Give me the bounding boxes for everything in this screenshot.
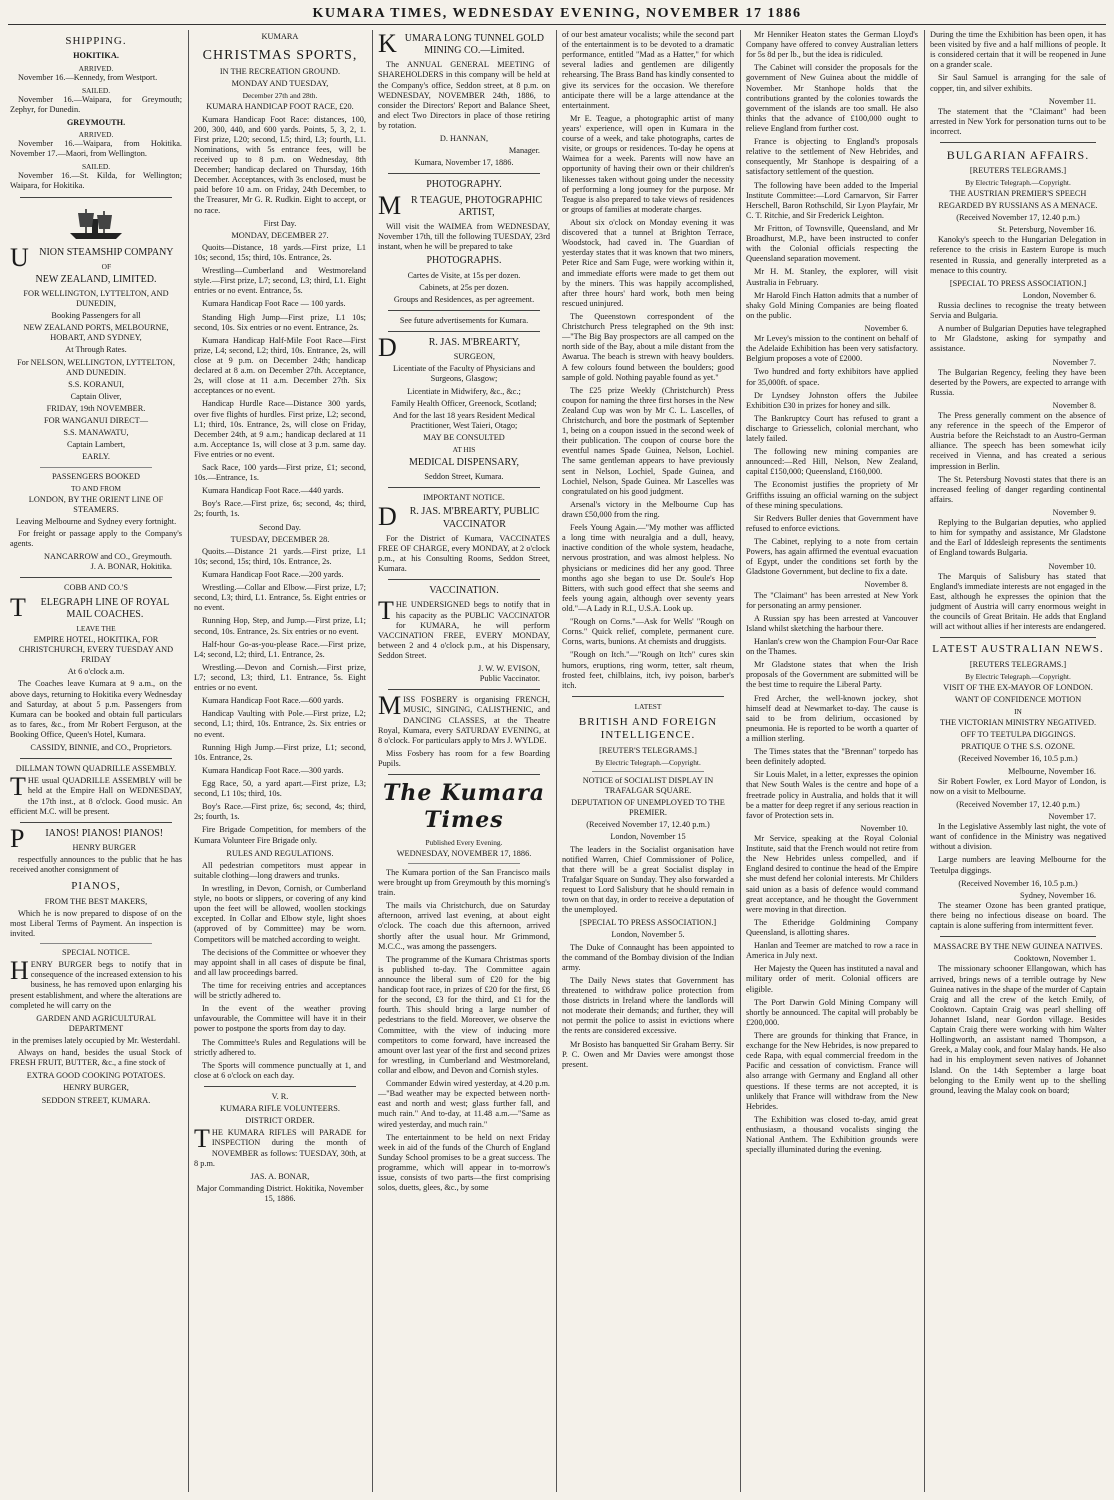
australian-news-heading: LATEST AUSTRALIAN NEWS. xyxy=(932,643,1104,656)
greymouth-sailed: November 16.—St. Kilda, for Wellington; Waipara, for Hokitika. xyxy=(10,171,182,191)
pratique-heading: PRATIQUE O THE S.S. OZONE. xyxy=(961,742,1075,752)
news-paragraph: The Marquis of Salisbury has stated that England's immediate interests are not engaged in the East, although he expresses the opinion that the judgment of Austria will carry enormous weight in the councils of Great Britain. He adds that England will act without allies if her interests are endangered. xyxy=(930,571,1106,632)
news-paragraph: The statement that the "Claimant" had been arrested in New York for personation turns out to be incorrect. xyxy=(930,106,1106,136)
news-paragraph: Dr Lyndsey Johnston offers the Jubilee Exhibition £30 in prizes for honey and silk. xyxy=(746,390,918,410)
dec-text: December 27th and 28th. xyxy=(242,91,318,101)
socialist-heading: NOTICE of SOCIALIST DISPLAY IN TRAFALGAR SQUARE. xyxy=(582,775,714,795)
event-item: Standing High Jump—First prize, L1 10s; second, 10s. Six entries or no event. Entrance, 2s. xyxy=(194,312,366,332)
dateline: Melbourne, November 16. xyxy=(1007,766,1096,776)
garden-text: in the premises lately occupied by Mr. Westerdahl. xyxy=(11,1035,181,1045)
news-paragraph: "Rough on Itch."—"Rough on Itch" cures skin humors, eruptions, ring worm, tetter, salt rheum, frosted feet, chilblains, itch, ivy poison, barber's itch. xyxy=(562,650,734,690)
divider xyxy=(204,1086,356,1087)
news-paragraph: Commander Edwin wired yesterday, at 4.20 p.m.—"Bad weather may be expected between north-east and north and west; glass further fall, and much rain." And to-day, at 11.48 a.m.—"Same as wired yesterday, and much rain." xyxy=(378,1079,550,1129)
seddon-address: Seddon Street, Kumara. xyxy=(424,472,504,482)
hokitika-heading: HOKITIKA. xyxy=(73,51,119,61)
news-paragraph: Mr E. Teague, a photographic artist of many years' experience, will open in Kumara in the course of a week, and take photographs, cartes de visite, or groups or residences. To-day he opens at Waimea for a week. Parents will now have an opportunity of having their own or their children's likenesses taken without going under the necessity of performing a long journey for the purpose. Mr Teague is also prepared to take views of residences or groups of families at moderate charges. xyxy=(562,113,734,214)
divider xyxy=(408,863,520,864)
rule-item: The decisions of the Committee or whoever they may appoint shall in all cases of dispute be final, and all law proceedings barred. xyxy=(194,947,366,977)
news-paragraph: The St. Petersburg Novosti states that there is an increased feeling of danger regarding continental affairs. xyxy=(930,474,1106,504)
dateline: November 11. xyxy=(1048,96,1096,106)
column-3 xyxy=(378,30,550,1492)
special-label: [SPECIAL TO PRESS ASSOCIATION.] xyxy=(579,918,717,928)
hokitika-arrived: November 16.—Kennedy, from Westport. xyxy=(18,72,158,82)
event-item: Handicap Hurdle Race—Distance 300 yards, over five flights of hurdles. First prize, L2; second, L1; third, 10s. Entrance, 2s, will close on Friday, December 24th, at 9 a.m.; handicap declared at 11 a.m. Acceptance 1s, will close at 3 p.m. same day. Five entries or no event. xyxy=(194,399,366,459)
news-paragraph: Hanlan's crew won the Champion Four-Oar Race on the Thames. xyxy=(746,637,918,657)
issue-date: WEDNESDAY, NOVEMBER 17, 1886. xyxy=(396,848,532,858)
divider xyxy=(20,197,172,198)
divider xyxy=(388,487,540,488)
news-paragraph: The leaders in the Socialist organisation have notified Warren, Chief Commissioner of Police, that there will be a great Socialist display in Trafalgar Square on Sunday. They also forwarded a request to Lord Salisbury that he should remain in town on that day, in order to receive a deputation of the unemployed. xyxy=(562,844,734,915)
sailing-date: FRIDAY, 19th NOVEMBER. xyxy=(46,404,146,414)
news-paragraph: There are grounds for thinking that France, in exchange for the New Hebrides, is now prepared to cede Rapa, with equal commercial freedom in the Pacific and cessation of convictism. France will also arrange with Germany and England all other questions. If these terms are not accepted, it is unlikely that France will withdraw from the New Hebrides. xyxy=(746,1030,918,1111)
column-2 xyxy=(194,30,366,1492)
news-paragraph: The Kumara portion of the San Francisco mails were brought up from Greymouth by this morning's train. xyxy=(378,867,550,898)
masthead-rule xyxy=(8,24,1106,25)
divider xyxy=(388,331,540,332)
bonar-signature: JAS. A. BONAR, xyxy=(250,1171,310,1181)
column-divider xyxy=(372,30,373,1492)
greymouth-arrived: November 16.—Waipara, from Hokitika. November 17.—Maori, from Wellington. xyxy=(10,139,182,159)
column-divider xyxy=(188,30,189,1492)
column-6 xyxy=(930,30,1106,1492)
and-for-text: And for the last 18 years Resident Medical Practitioner, West Taieri, Otago; xyxy=(392,410,536,430)
news-paragraph: Mr Bosisto has banquetted Sir Graham Berry. Sir P. C. Owen and Mr Davies were amongst those present. xyxy=(562,1039,734,1069)
coach-text: The Coaches leave Kumara at 9 a.m., on the above days, returning to Hokitika every Wednesday and Saturday, at about 5 p.m. Passengers from Kumara can be booked and obtain full particulars as to fares, &c., from Mr Robert Ferguson, at the Booking Office, Queen's Hotel, Kumara. xyxy=(10,679,182,739)
ports-text: NEW ZEALAND PORTS, MELBOURNE, HOBART, AND SYDNEY, xyxy=(23,323,169,343)
district-order: DISTRICT ORDER. xyxy=(245,1116,315,1126)
divider xyxy=(20,822,172,823)
news-paragraph: The missionary schooner Ellangowan, which has arrived, brings news of a terrible outrage by New Guinea natives in the shape of the murder of Captain Craig and all the crew of the ketch Emily, of Cooktown. Captain Craig was pearl shelling off Johannet Island, near Gordon village. Besides Captain Craig there were working with him Walter Hollingworth, an assistant named Thompson, a Greek, a Malay cook, and four Malay hands. He also had in his employment seven natives of Johannet Island. On the 14th September a large boat belonging to the Emily went up to the shelling ground, leaving the Malay cook on board; xyxy=(930,964,1106,1095)
photographs-label: PHOTOGRAPHS. xyxy=(426,255,502,267)
dillman-text: THE usual QUADRILLE ASSEMBLY will be held at the Empire Hall on WEDNESDAY, the 17th inst., at 8 o'clock. Good music. An efficient M.C. will be present. xyxy=(10,772,182,816)
departure-time: At 6 o'clock a.m. xyxy=(67,667,125,677)
special-notice-heading: SPECIAL NOTICE. xyxy=(62,948,130,958)
captain-oliver: Captain Oliver, xyxy=(70,391,122,401)
to-from-label: TO AND FROM xyxy=(71,483,121,493)
stock-text: Always on hand, besides the usual Stock of FRESH FRUIT, BUTTER, &c., a fine stock of xyxy=(10,1048,182,1068)
dateline: November 10. xyxy=(1048,561,1096,571)
divider xyxy=(20,758,172,759)
handicap-text: Kumara Handicap Foot Race: distances, 100, 200, 300, 440, and 600 yards. Points, 5, 3, 2, 1. First prize, L20; second, L5; third, L3; fourth, L1. Nominations, with 5s entrance fees, will be received up to 8 p.m. on Wednesday, 8th December; handicap declared on Thursday, 16th December. Acceptances, with 3s enclosed, must be paid before 10 a.m. on Friday, 24th December, to the Treasurer, Mr G. R. Rudkin. Eight to accept, or no race. xyxy=(194,114,366,215)
tunnel-text: The ANNUAL GENERAL MEETING of SHAREHOLDERS in this company will be held at the Company's office, Seddon street, at 8 p.m. on WEDNESDAY, NOVEMBER 24th, 1886, to consider the Directors' Report and Balance Sheet, and elect Two Directors in place of those retiring by rotation. xyxy=(378,60,550,131)
news-paragraph: The programme of the Kumara Christmas sports is published to-day. The Committee again announce the liberal sum of £20 for the big handicap foot race, in prizes of £20 for the first, £6 for the second, £3 for the third, and £1 for the fourth. This should bring a large number of pedestrians to the field. Moreover, we observe the Committee, with the view of inducing more competitors to come forward, have increased the amount over last year of the first and second prizes for wrestling, in Cumberland and Westmoreland, collar and elbow, and Devon and Cornish styles. xyxy=(378,954,550,1075)
received-note: (Received November 16, 10.5 p.m.) xyxy=(958,878,1078,888)
dateline: London, November 6. xyxy=(1022,290,1096,300)
vaccination-heading: VACCINATION. xyxy=(429,585,499,597)
event-item: Handicap Vaulting with Pole.—First prize, L2; second, L1; third, 10s. Entrance, 2s. Six entries or no event. xyxy=(194,709,366,739)
news-paragraph: Fred Archer, the well-known jockey, shot himself dead at Newmarket to-day. The cause is said to be from delirium, occasioned by pneumonia. He is reported to be worth a quarter of a million sterling. xyxy=(746,693,918,743)
victorian-heading: THE VICTORIAN MINISTRY NEGATIVED. xyxy=(939,718,1097,728)
event-item: Boy's Race.—First prize, 6s; second, 4s; third, 2s; fourth, 1s. xyxy=(194,802,366,822)
teague-text: Will visit the WAIMEA from WEDNESDAY, November 17th, till the following TUESDAY, 23rd instant, when he will be prepared to take xyxy=(378,222,550,252)
dateline: November 7. xyxy=(1052,357,1096,367)
sailed-label: SAILED. xyxy=(81,85,111,95)
photography-heading: PHOTOGRAPHY. xyxy=(426,179,502,191)
handicap-heading: KUMARA HANDICAP FOOT RACE, £20. xyxy=(206,102,354,112)
orient-line: LONDON, BY THE ORIENT LINE OF STEAMERS. xyxy=(28,494,164,514)
dillman-heading: DILLMAN TOWN QUADRILLE ASSEMBLY. xyxy=(15,764,177,774)
cassidy-signature: CASSIDY, BINNIE, and CO., Proprietors. xyxy=(30,743,172,753)
arrived-label: ARRIVED. xyxy=(78,63,114,73)
licence-2: Licentiate in Midwifery, &c., &c.; xyxy=(407,386,521,396)
doctor-heading: DR. JAS. M'BREARTY, xyxy=(378,332,521,362)
event-item: Kumara Handicap Foot Race.—440 yards. xyxy=(202,486,344,496)
divider xyxy=(572,696,724,697)
events-day-1 xyxy=(194,243,366,520)
teague-heading: MR TEAGUE, PHOTOGRAPHIC ARTIST, xyxy=(378,190,543,220)
news-paragraph: The £25 prize Weekly (Christchurch) Press coupon for naming the three first horses in the New Zealand Cup was won by Mr C. L. Lascelles, of Christchurch, and bore the postmark of September 1, being on a coupon issued in the second week of their publication. The coupon of course bore the eventful names Spade Guinea, Nelson, Lochiel. The same gentleman appears to have previously sent in Nelson, Lochiel, Spade Guinea, and Lochiel, Nelson, Spade Guinea. Mr Lascelles was congratulated on his good judgment. xyxy=(562,385,734,496)
local-news xyxy=(562,30,734,691)
bulgarian-heading: BULGARIAN AFFAIRS. xyxy=(946,148,1090,163)
important-heading: IMPORTANT NOTICE. xyxy=(423,493,505,503)
kumara-label: KUMARA xyxy=(261,32,299,41)
news-paragraph: The Etheridge Goldmining Company Queensland, is allotting shares. xyxy=(746,917,918,937)
news-paragraph: The Press generally comment on the absence of any reference in the speech of the Emperor of Austria before the Reichstadt to an Austro-German alliance. The speech has been somewhat icily received in Vienna, and has created a serious impression in Berlin. xyxy=(930,411,1106,471)
leaving-text: Leaving Melbourne and Sydney every fortnight. xyxy=(15,516,177,526)
news-paragraph: "Rough on Corns."—Ask for Wells' "Rough on Corns." Quick relief, complete, permanent cure. Corns, warts, bunions. At chemists and druggists. xyxy=(562,617,734,647)
passengers-heading: PASSENGERS BOOKED xyxy=(52,471,140,481)
published-label: Published Every Evening. xyxy=(425,837,503,847)
captain-lambert: Captain Lambert, xyxy=(66,440,126,450)
early-text: EARLY. xyxy=(82,452,110,462)
news-paragraph: Mr Harold Finch Hatton admits that a number of shaky Gold Mining Companies are being floated on the public. xyxy=(746,290,918,320)
column-5 xyxy=(746,30,918,1492)
hannan-signature: D. HANNAN, xyxy=(439,134,489,144)
kumara-date: Kumara, November 17, 1886. xyxy=(414,158,514,168)
rule-item: In the event of the weather proving unfavourable, the Committee will have it in their power to postpone the sports from day to day. xyxy=(194,1004,366,1034)
reuters-label: [REUTERS TELEGRAMS.] xyxy=(969,165,1067,175)
news-paragraph: The entertainment to be held on next Friday week in aid of the funds of the Church of England Sunday School promises to be a great success. The programme, which will appear in to-morrow's issue, consists of two parts—the first comprising solos, duetts, glees, &c., by some xyxy=(378,1132,550,1193)
news-paragraph: Large numbers are leaving Melbourne for the Teetulpa diggings. xyxy=(930,855,1106,875)
route-2: For NELSON, WELLINGTON, LYTTELTON, AND DUNEDIN. xyxy=(17,357,175,377)
event-item: Sack Race, 100 yards—First prize, £1; second, 10s.—Entrance, 1s. xyxy=(194,463,366,483)
burger-heading: HENRY BURGER xyxy=(72,842,136,852)
news-paragraph: Kanoky's speech to the Hungarian Delegation in reference to the crisis in Eastern Europe is much resented in Russia, and generally interpreted as a menace to this country. xyxy=(930,235,1106,275)
divider xyxy=(940,142,1096,143)
best-makers: FROM THE BEST MAKERS, xyxy=(44,896,148,906)
dateline: November 8. xyxy=(864,580,908,590)
copyright-label: By Electric Telegraph.—Copyright. xyxy=(965,671,1071,681)
news-paragraph: Her Majesty the Queen has instituted a naval and military order of merit. Colonial officers are eligible. xyxy=(746,964,918,994)
dispensary-heading: MEDICAL DISPENSARY, xyxy=(408,457,520,469)
event-item: Quoits—Distance, 18 yards.—First prize, L1 10s; second, 15s; third, 10s. Entrance, 2s. xyxy=(194,242,366,262)
dateline: November 17. xyxy=(1048,812,1096,822)
telegraph-line-heading: TELEGRAPH LINE OF ROYAL MAIL COACHES. xyxy=(10,592,170,622)
see-future: See future advertisements for Kumara. xyxy=(399,315,529,325)
event-item: Kumara Handicap Foot Race.—200 yards. xyxy=(202,570,344,580)
cobb-heading: COBB AND CO.'S xyxy=(64,583,128,593)
first-day-label: First Day. xyxy=(263,218,297,228)
event-item: Kumara Handicap Foot Race.—600 yards. xyxy=(202,696,344,706)
route-1: FOR WELLINGTON, LYTTELTON, AND DUNEDIN, xyxy=(23,288,169,309)
evison-text: THE UNDERSIGNED begs to notify that in his capacity as the PUBLIC VACCINATOR for KUMARA, he will perform VACCINATION FREE, EVERY MONDAY, between 2 and 4 o'clock p.m., at his Dispensary, Seddon Street. xyxy=(378,596,550,661)
burger-text: respectfully announces to the public that he has received another consignment of xyxy=(10,855,182,875)
news-paragraph: of our best amateur vocalists; while the second part of the entertainment is to be devoted to a dramatic performance, entitled "Mad as a Hatter," for which several ladies and gentlemen are diligently rehearsing. The Brass Band has kindly consented to give its services for the occasion. We therefore anticipate there will be a large attendance at the entertainment. xyxy=(562,30,734,110)
cabinets-price: Cabinets, at 25s per dozen. xyxy=(419,282,509,292)
special-label: [SPECIAL TO PRESS ASSOCIATION.] xyxy=(949,278,1087,288)
event-item: Half-hour Go-as-you-please Race.—First prize, L4; second, L2; third, L1. Entrance, 2s. xyxy=(194,639,366,659)
event-item: Egg Race, 50, a yard apart.—First prize, L3; second, L1 10s; third, 10s. xyxy=(194,779,366,799)
news-paragraph: France is objecting to England's proposals relative to the settlement of New Hebrides, and consequently, Mr Stanhope is despairing of a satisfactory settlement of the question. xyxy=(746,137,918,177)
greymouth-heading: GREYMOUTH. xyxy=(66,117,126,127)
second-day-label: Second Day. xyxy=(259,522,301,532)
special-notice-text: HENRY BURGER begs to notify that in consequence of the increased extension to his business, he has removed upon enlarging his present establishment, and where the alterations are completed he will carry on the xyxy=(10,956,182,1010)
freight-text: For freight or passage apply to the Company's agents. xyxy=(10,529,182,549)
news-paragraph: Arsenal's victory in the Melbourne Cup has drawn £50,000 from the ring. xyxy=(562,499,734,520)
dateline: St. Petersburg, November 16. xyxy=(997,225,1096,235)
event-item: Kumara Handicap Foot Race.—300 yards. xyxy=(202,765,344,775)
divider xyxy=(388,310,540,311)
news-paragraph: Mr Service, speaking at the Royal Colonial Institute, said that the French would not retire from the New Hebrides unless compelled, and if England desired to continue the head of the Empire she must defend her colonial interests. Mr Childers said union as a basis of defence would command great acceptance, and he thought the Government were moving in that direction. xyxy=(746,833,918,914)
event-item: Kumara Handicap Foot Race — 100 yards. xyxy=(202,299,346,309)
hokitika-sailed: November 16.—Waipara, for Greymouth; Zephyr, for Dunedin. xyxy=(10,94,182,114)
received-note: (Received November 17, 12.40 p.m.) xyxy=(956,213,1080,223)
vaccinator-heading: DR. JAS. M'BREARTY, PUBLIC VACCINATOR xyxy=(378,502,540,532)
news-paragraph: Mr Gladstone states that when the Irish proposals of the Government are submitted will be the best time to require the Liberal Party. xyxy=(746,660,918,690)
news-paragraph: Replying to the Bulgarian deputies, who applied to him for sympathy and assistance, Mr Gladstone and the Earl of Iddesleigh represents the sentiments of England towards Bulgaria. xyxy=(930,518,1106,558)
through-rates: At Through Rates. xyxy=(65,345,127,355)
burger-signature: HENRY BURGER, xyxy=(63,1083,129,1093)
dateline: November 9. xyxy=(1052,508,1096,518)
received-note: (Received November 17, 12.40 p.m.) xyxy=(956,799,1080,809)
news-paragraph: The "Claimant" has been arrested at New York for personating an army pensioner. xyxy=(746,590,918,610)
news-paragraph: The Bulgarian Regency, feeling they have been deserted by the Powers, are expected to arrange with Russia. xyxy=(930,367,1106,397)
arrived-label: ARRIVED. xyxy=(78,130,114,140)
copyright-label: By Electric Telegraph.—Copyright. xyxy=(965,177,1071,187)
divider xyxy=(40,467,152,468)
news-paragraph: Mr Levey's mission to the continent on behalf of the Adelaide Exhibition has been very satisfactory. Belgium proposes a vote of £2000. xyxy=(746,334,918,364)
news-paragraph: The Cabinet will consider the proposals for the government of New Guinea about the middle of November. Mr Stanhope holds that the contributions granted by the colonies towards the government of the islands are too small. He also thinks that the advance of £100,000 ought to relieve England from further cost. xyxy=(746,63,918,133)
reuters-label: [REUTERS TELEGRAMS.] xyxy=(969,659,1067,669)
event-item: Wrestling—Cumberland and Westmoreland style.—First prize, L7; second, L3; third, L1. Eight entries or no event. Entrance, 5s. xyxy=(194,266,366,296)
rifle-heading: KUMARA RIFLE VOLUNTEERS. xyxy=(220,1104,340,1114)
rule-item: The Committee's Rules and Regulations will be strictly adhered to. xyxy=(194,1037,366,1057)
vr-emblem: V. R. xyxy=(271,1091,289,1101)
news-paragraph: In the Legislative Assembly last night, the vote of want of confidence in the Ministry was negatived without a division. xyxy=(930,822,1106,852)
visit-heading: VISIT OF THE EX-MAYOR OF LONDON. xyxy=(943,682,1093,692)
route-3: FOR WANGANUI DIRECT— xyxy=(43,416,149,426)
tuesday-heading: TUESDAY, DECEMBER 28. xyxy=(230,534,330,544)
nz-heading: NEW ZEALAND, LIMITED. xyxy=(35,273,157,285)
divider xyxy=(40,943,152,944)
news-paragraph: Mr H. M. Stanley, the explorer, will visit Australia in February. xyxy=(746,267,918,287)
rifle-text: THE KUMARA RIFLES will PARADE for INSPECTION during the month of NOVEMBER as follows: TUESDAY, 30th, at 8 p.m. xyxy=(194,1124,366,1168)
column-4 xyxy=(562,30,734,1492)
news-paragraph: The following have been added to the Imperial Institute Committee:—Lord Carnarvon, Sir Farrer Herschell, Baron Rothschild, Sir Lyon Playfair, Mr C. T. Ritchie, and Sir Frederick Leighton. xyxy=(746,180,918,220)
at-his-label: AT HIS xyxy=(452,445,476,455)
austrian-heading: THE AUSTRIAN PREMIER'S SPEECH xyxy=(949,188,1087,198)
ship-icon xyxy=(66,203,126,243)
dateline: November 10. xyxy=(860,823,908,833)
dateline: November 6. xyxy=(864,323,908,333)
news-paragraph: The mails via Christchurch, due on Saturday afternoon, arrived last evening, at about eight o'clock. The coach due this afternoon, arrived shortly after the usual hour. Mr Grimmond, M.C.C., was among the passengers. xyxy=(378,901,550,951)
news-paragraph: Sir Redvers Buller denies that Government have refused to enforce evictions. xyxy=(746,513,918,533)
column-divider xyxy=(556,30,557,1492)
column-divider xyxy=(924,30,925,1492)
news-paragraph: Two hundred and forty exhibitors have applied for 35,000ft. of space. xyxy=(746,367,918,387)
rule-item: All pedestrian competitors must appear in suitable clothing—long drawers and trunks. xyxy=(194,860,366,880)
shipping-heading: SHIPPING. xyxy=(65,35,127,47)
rule-item: In wrestling, in Devon, Cornish, or Cumberland style, no boots or slippers, or covering of any kind upon the feet will be allowed, woollen stockings excepted. In Collar and Elbow style, light shoes (approved of by Committee) may be worn. Competitors will be matched according to weight. xyxy=(194,883,366,944)
manager-label: Manager. xyxy=(508,146,540,156)
rules-list xyxy=(194,861,366,1081)
divider xyxy=(388,579,540,580)
ship-koranui: S.S. KORANUI, xyxy=(68,379,124,389)
column-1 xyxy=(10,30,182,1492)
public-vaccinator: Public Vaccinator. xyxy=(479,674,540,684)
christmas-sports-heading: CHRISTMAS SPORTS, xyxy=(202,48,358,64)
news-paragraph: The Daily News states that Government has threatened to withdraw police protection from those districts in Ireland where the landlords will not moderate their demands; and further, they will not permit the police to assist in evictions where the rents are considered excessive. xyxy=(562,975,734,1036)
deputation-heading: DEPUTATION OF UNEMPLOYED TO THE PREMIER. xyxy=(571,798,725,818)
surgeon-label: SURGEON, xyxy=(453,352,496,362)
evison-signature: J. W. W. EVISON, xyxy=(477,664,540,674)
news-paragraph: Feels Young Again.—"My mother was afflicted a long time with neuralgia and a dull, heavy, inactive condition of the whole system, headache, nervous prostration, and was almost helpless. No physicians or medicines did her any good. Three months ago she began to use Dr. Soule's Hop Bitters, with such good effect that she seems and feels young again, although over seventy years old."—A Lady in R.I., U.S.A. Look up. xyxy=(562,523,734,614)
dateline: Cooktown, November 1. xyxy=(1013,954,1096,964)
ground-text: IN THE RECREATION GROUND. xyxy=(219,67,341,77)
news-paragraph: Hanlan and Teemer are matched to row a race in America in July next. xyxy=(746,941,918,961)
potatoes: EXTRA GOOD COOKING POTATOES. xyxy=(26,1071,166,1081)
fosbery-text: MISS FOSBERY is organising FRENCH, MUSIC, SINGING, CALISTHENIC, and DANCING CLASSES, at the Theatre Royal, Kumara, every SATURDAY EVENING, at 8 o'clock. For particulars apply to Mrs J. WYLDE. xyxy=(378,691,550,745)
news-paragraph: About six o'clock on Monday evening it was discovered that a tunnel at Brighton Terrace, Woodstock, had caved in. The Guardian of yesterday states that it was known that two miners, Peter Rice and Sam Fuge, were working within it, and immediate efforts were made to get them out by the miners. This was happily accomplished, after three hours' hard work, both men being rescued uninjured. xyxy=(562,217,734,308)
event-item: Running Hop, Step, and Jump.—First prize, L1; second, 10s. Entrance, 2s. Six entries or no event. xyxy=(194,616,366,636)
divider xyxy=(20,577,172,578)
news-paragraph: Sir Saul Samuel is arranging for the sale of copper, tin, and silver exhibits. xyxy=(930,73,1106,93)
news-paragraph: Russia declines to recognise the treaty between Servia and Bulgaria. xyxy=(930,300,1106,321)
event-item: Wrestling.—Collar and Elbow.—First prize, L7; second, L3; third, L1. Entrance, 5s. Eight entries or no event. xyxy=(194,583,366,613)
in-label: IN xyxy=(1014,707,1022,717)
want-heading: WANT OF CONFIDENCE MOTION xyxy=(954,695,1082,704)
news-paragraph: Mr Henniker Heaton states the German Lloyd's Company have offered to convey Australian letters for 5s 8d per lb., but the idea is ridiculed. xyxy=(746,30,918,60)
divider xyxy=(592,771,704,772)
news-paragraph: Sir Louis Malet, in a letter, expresses the opinion that New South Wales is the centre and hope of a freetrade policy in Australia, and holds that it will be a matter for deep regret if any serious reaction in favor of Protection sets in. xyxy=(746,770,918,820)
latest-label: LATEST xyxy=(634,701,662,711)
tunnel-heading: KUMARA LONG TUNNEL GOLD MINING CO.—Limited. xyxy=(378,30,544,58)
groups-price: Groups and Residences, as per agreement. xyxy=(393,294,535,304)
divider xyxy=(940,936,1096,937)
fosbery-boarding: Miss Fosbery has room for a few Boarding Pupils. xyxy=(378,748,550,769)
empire-hotel: EMPIRE HOTEL, HOKITIKA, FOR CHRISTCHURCH, EVERY TUESDAY AND FRIDAY xyxy=(18,634,174,665)
masthead: KUMARA TIMES, WEDNESDAY EVENING, NOVEMBER 17 1886 xyxy=(312,6,802,21)
news-paragraph: Sir Robert Fowler, ex Lord Mayor of London, is now on a visit to Melbourne. xyxy=(930,776,1106,796)
divider xyxy=(388,173,540,174)
event-item: Boy's Race.—First prize, 6s; second, 4s; third, 2s; fourth, 1s. xyxy=(194,499,366,519)
dateline: London, November 5. xyxy=(611,930,685,940)
reuters-label: [REUTER'S TELEGRAMS.] xyxy=(599,745,697,755)
ship-manawatu: S.S. MANAWATU, xyxy=(63,428,129,438)
union-heading: UNION STEAMSHIP COMPANY xyxy=(10,242,174,272)
sailed-label: SAILED. xyxy=(81,162,111,172)
licence-1: Licentiate of the Faculty of Physicians and Surgeons, Glasgow; xyxy=(393,364,535,384)
event-item: Quoits.—Distance 21 yards.—First prize, L1 10s; second, 15s; third, 10s. Entrance, 2s. xyxy=(194,546,366,566)
burger-address: SEDDON STREET, KUMARA. xyxy=(41,1095,151,1105)
news-paragraph: The Cabinet, replying to a note from certain Powers, has again affirmed the eventual evacuation of Egypt, under the conditions set forth by the Gladstone Government, but decline to fix a date. xyxy=(746,537,918,577)
news-paragraph: The Duke of Connaught has been appointed to the command of the Bombay division of the Indian army. xyxy=(562,942,734,972)
pianos-heading: PIANOS! PIANOS! PIANOS! xyxy=(10,823,164,853)
menace-heading: REGARDED BY RUSSIANS AS A MENACE. xyxy=(938,200,1098,210)
teetulpa-heading: OFF TO TEETULPA DIGGINGS. xyxy=(960,730,1076,740)
dateline: Sydney, November 16. xyxy=(1020,890,1096,900)
divider xyxy=(388,774,540,775)
monday-heading: MONDAY, DECEMBER 27. xyxy=(231,230,329,240)
divider xyxy=(388,689,540,690)
news-items xyxy=(378,868,550,1193)
news-paragraph: The Exhibition was closed to-day, amid great enthusiasm, a thousand vocalists singing the National Anthem. The Exhibition grounds were specially illuminated during the evening. xyxy=(746,1114,918,1155)
consulted-label: MAY BE CONSULTED xyxy=(423,432,505,442)
days-text: MONDAY AND TUESDAY, xyxy=(231,79,329,89)
vaccinator-text: For the District of Kumara, VACCINATES FREE OF CHARGE, every MONDAY, at 2 o'clock p.m., at his Consulting Rooms, Seddon Street, Kumara. xyxy=(378,533,550,574)
of-label: OF xyxy=(101,261,112,271)
family-officer: Family Health Officer, Greenock, Scotland; xyxy=(391,398,537,408)
intelligence-heading: BRITISH AND FOREIGN INTELLIGENCE. xyxy=(578,715,718,742)
column-divider xyxy=(740,30,741,1492)
which-text: Which he is now prepared to dispose of on the most Liberal Terms of Payment. An inspection is invited. xyxy=(10,908,182,938)
booking-text: Booking Passengers for all xyxy=(51,311,141,321)
news-paragraph: The Bankruptcy Court has refused to grant a discharge to Griesselich, colonial merchant, who lately failed. xyxy=(746,413,918,444)
event-item: Kumara Handicap Half-Mile Foot Race—First prize, L4; second, L2; third, 10s. Entrance, 2s, will close at 9 p.m. on December 24th; handicap declared at 8 a.m. on December 27th. Acceptance, 2s, will close at 11 a.m. December 27th. Six acceptances or no event. xyxy=(194,335,366,396)
garden-heading: GARDEN AND AGRICULTURAL DEPARTMENT xyxy=(36,1013,156,1033)
event-item: Running High Jump.—First prize, L1; second, 10s. Entrance, 2s. xyxy=(194,742,366,762)
leave-label: LEAVE THE xyxy=(76,623,116,633)
news-paragraph: During the time the Exhibition has been open, it has been visited by five and a half millions of people. It is considered certain that it will be reopened in June on a grander scale. xyxy=(930,30,1106,70)
news-paragraph: The Times states that the "Brennan" torpedo has been definitely adopted. xyxy=(746,747,918,767)
rules-heading: RULES AND REGULATIONS. xyxy=(226,848,334,858)
major-text: Major Commanding District. Hokitika, November 15, 1886. xyxy=(196,1183,364,1203)
cartes-price: Cartes de Visite, at 15s per dozen. xyxy=(407,270,521,280)
news-paragraph: A Russian spy has been arrested at Vancouver Island whilst sketching the harbour there. xyxy=(746,613,918,633)
received-note: (Received November 16, 10.5 p.m.) xyxy=(958,754,1078,764)
news-paragraph: Mr Fritton, of Townsville, Queensland, and Mr Broadhurst, M.P., have been instructed to confer with the Colonial officials respecting the Queensland separation movement. xyxy=(746,223,918,264)
news-paragraph: The Port Darwin Gold Mining Company will shortly be announced. The capital will probably be £200,000. xyxy=(746,997,918,1027)
divider xyxy=(940,637,1096,638)
dateline: London, November 15 xyxy=(610,832,686,842)
newspaper-banner: The Kumara Times xyxy=(382,780,546,833)
news-paragraph: A number of Bulgarian Deputies have telegraphed to Mr Gladstone, asking for sympathy and assistance. xyxy=(930,324,1106,354)
dateline: November 8. xyxy=(1052,400,1096,410)
news-paragraph: The steamer Ozone has been granted pratique, there being no infectious disease on board. The captain is alone suffering from intermittent fever. xyxy=(930,900,1106,931)
agent-nancarrow: NANCARROW and CO., Greymouth. xyxy=(44,552,172,562)
news-paragraph: The Economist justifies the propriety of Mr Griffiths issuing an official warning on the subject of these mining speculations. xyxy=(746,480,918,510)
events-day-2 xyxy=(194,547,366,846)
agent-bonar: J. A. BONAR, Hokitika. xyxy=(90,562,172,572)
rule-item: The Sports will commence punctually at 1, and close at 6 o'clock on each day. xyxy=(194,1060,366,1080)
event-item: Fire Brigade Competition, for members of the Kumara Volunteer Fire Brigade only. xyxy=(194,825,366,845)
event-item: Wrestling.—Devon and Cornish.—First prize, L7; second, L3; third, L1. Entrance, 5s. Eight entries or no event. xyxy=(194,662,366,693)
news-paragraph: The following new mining companies are announced:—Red Hill, Nelson, New Zealand, capital £150,000; Queensland, £160,000. xyxy=(746,447,918,477)
rule-item: The time for receiving entries and acceptances will be strictly adhered to. xyxy=(194,980,366,1001)
news-paragraph: The Queenstown correspondent of the Christchurch Press telegraphed on the 9th inst:—"The Big Bay prospectors are all camped on the north side of the Bay, about a mile distant from the Awarua. The beach is strewn with heavy boulders. A few colours found between the boulders; good sample of gold. Nothing payable found as yet." xyxy=(562,311,734,382)
received-note: (Received November 17, 12.40 p.m.) xyxy=(586,820,710,830)
copyright-label: By Electric Telegraph.—Copyright. xyxy=(595,757,701,767)
pianos-big: PIANOS, xyxy=(71,880,121,893)
massacre-heading: MASSACRE BY THE NEW GUINEA NATIVES. xyxy=(933,942,1103,952)
